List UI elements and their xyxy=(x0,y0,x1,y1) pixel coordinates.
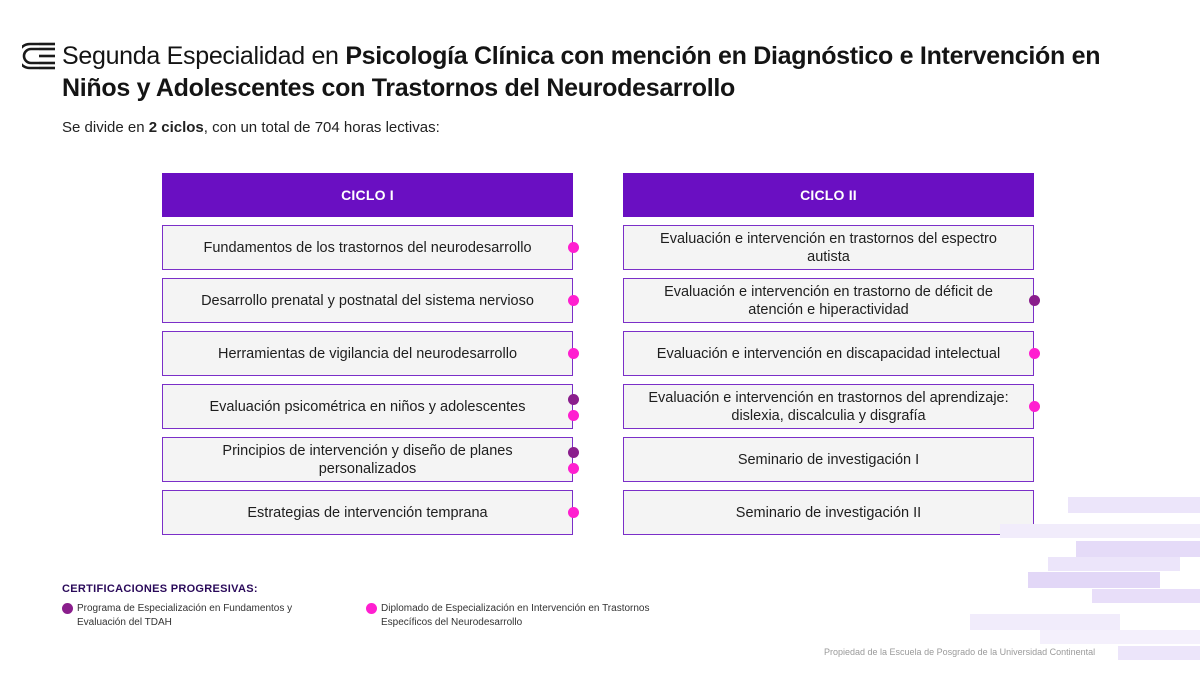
cert-dot-pink xyxy=(568,242,579,253)
footer-copyright: Propiedad de la Escuela de Posgrado de la Universidad Continental xyxy=(824,647,1096,657)
decorative-bar xyxy=(1068,497,1200,513)
course-name: Herramientas de vigilancia del neurodesarrollo xyxy=(217,345,518,362)
course-card xyxy=(162,331,573,376)
legend-item-purple xyxy=(62,602,332,630)
legend-dot-pink xyxy=(366,603,377,614)
page-title-bold: Psicología Clínica con mención en Diagnóstico e Intervención en Niños y Adolescentes con Trastornos del Neurodesarrollo xyxy=(62,42,1101,102)
cycle-1-header: CICLO I xyxy=(162,173,573,217)
cert-dot-pink xyxy=(568,463,579,474)
cycle-2-column xyxy=(623,173,1034,535)
decorative-bar xyxy=(1000,524,1200,538)
legend-text: Programa de Especialización en Fundamentos y Evaluación del TDAH xyxy=(77,603,293,628)
subtitle-bold: 2 ciclos xyxy=(148,119,204,136)
course-name: Estrategias de intervención temprana xyxy=(247,504,488,521)
cycle-1-column xyxy=(162,173,573,535)
cert-dot-pink xyxy=(1029,348,1040,359)
course-name: Evaluación e intervención en trastorno de déficit de atención e hiperactividad xyxy=(664,283,993,318)
course-card xyxy=(623,278,1034,323)
subtitle-pre: Se divide en xyxy=(62,119,149,136)
legend-text: Diplomado de Especialización en Intervención en Trastornos Específicos del Neurodesarrollo xyxy=(381,603,650,628)
decorative-bar xyxy=(970,614,1120,630)
cert-dot-pink xyxy=(568,295,579,306)
course-name: Seminario de investigación II xyxy=(735,504,922,521)
legend-item-pink xyxy=(366,602,686,630)
course-card xyxy=(162,225,573,270)
course-card xyxy=(623,437,1034,482)
cert-dot-purple xyxy=(1029,295,1040,306)
course-card xyxy=(623,490,1034,535)
cert-dot-purple xyxy=(568,447,579,458)
page-title-light: Segunda Especialidad en xyxy=(62,42,346,70)
decorative-bar xyxy=(1092,589,1200,603)
course-name: Evaluación e intervención en trastornos del espectro autista xyxy=(660,230,997,265)
page-title xyxy=(62,40,1172,104)
course-name: Seminario de investigación I xyxy=(737,451,920,468)
decorative-bar xyxy=(1040,630,1200,644)
course-card xyxy=(162,490,573,535)
cycle-2-header: CICLO II xyxy=(623,173,1034,217)
certifications-title: CERTIFICACIONES PROGRESIVAS: xyxy=(62,583,258,595)
course-card xyxy=(162,278,573,323)
cert-dot-purple xyxy=(568,394,579,405)
course-name: Evaluación psicométrica en niños y adolescentes xyxy=(209,398,526,415)
university-logo-icon xyxy=(22,42,56,70)
cert-dot-pink xyxy=(568,410,579,421)
page-subtitle xyxy=(62,119,440,136)
course-card xyxy=(623,384,1034,429)
cert-dot-pink xyxy=(568,507,579,518)
cert-dot-pink xyxy=(1029,401,1040,412)
decorative-bar xyxy=(1076,541,1200,557)
course-name: Fundamentos de los trastornos del neurodesarrollo xyxy=(203,239,532,256)
course-card xyxy=(623,331,1034,376)
course-name: Desarrollo prenatal y postnatal del sistema nervioso xyxy=(201,292,534,309)
course-name: Principios de intervención y diseño de planes personalizados xyxy=(222,442,513,477)
decorative-bar xyxy=(1048,557,1180,571)
decorative-bar xyxy=(1028,572,1160,588)
decorative-bar xyxy=(1118,646,1200,660)
course-name: Evaluación e intervención en discapacidad intelectual xyxy=(656,345,1001,362)
course-card xyxy=(623,225,1034,270)
legend-dot-purple xyxy=(62,603,73,614)
course-name: Evaluación e intervención en trastornos del aprendizaje: dislexia, discalculia y disgrafía xyxy=(648,389,1009,424)
cert-dot-pink xyxy=(568,348,579,359)
course-card xyxy=(162,384,573,429)
subtitle-post: , con un total de 704 horas lectivas: xyxy=(203,119,440,136)
course-card xyxy=(162,437,573,482)
